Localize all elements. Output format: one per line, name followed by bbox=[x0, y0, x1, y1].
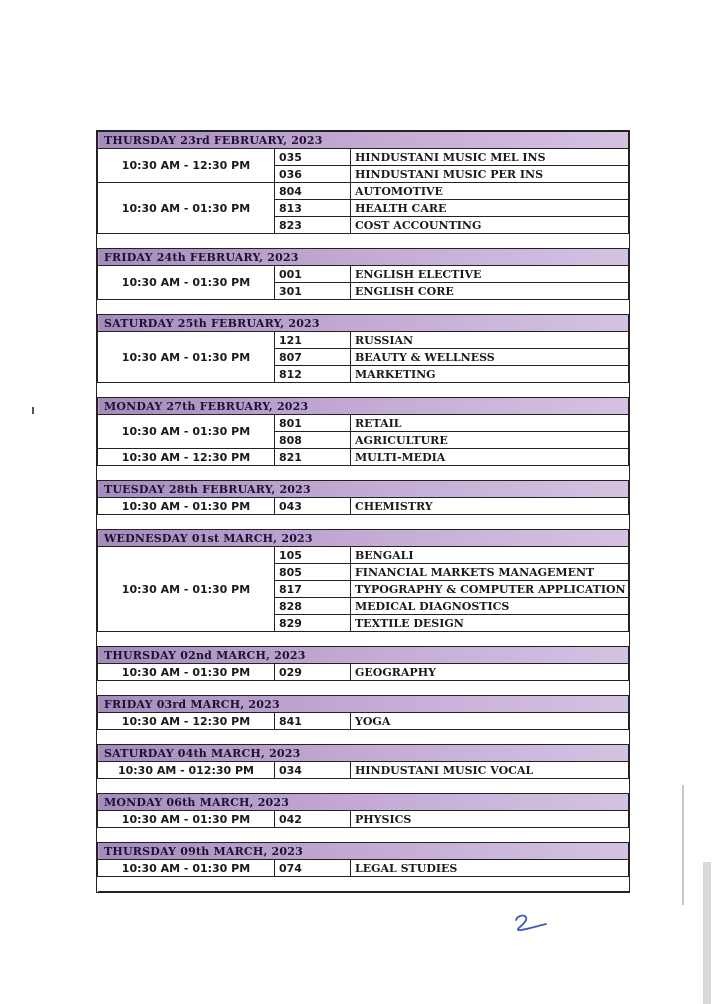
subject-name: TEXTILE DESIGN bbox=[351, 615, 629, 632]
paper-row bbox=[98, 332, 629, 349]
exam-date: SATURDAY 04th MARCH, 2023 bbox=[104, 746, 301, 760]
exam-date: MONDAY 27th FEBRUARY, 2023 bbox=[104, 399, 309, 413]
subject-name: MEDICAL DIAGNOSTICS bbox=[351, 598, 629, 615]
subject-code: 821 bbox=[275, 449, 351, 466]
spacer-row bbox=[98, 877, 629, 892]
subject-code: 841 bbox=[275, 713, 351, 730]
subject-name: HINDUSTANI MUSIC PER INS bbox=[351, 166, 629, 183]
subject-name: TYPOGRAPHY & COMPUTER APPLICATION bbox=[351, 581, 629, 598]
spacer-row bbox=[98, 234, 629, 249]
scan-edge-line bbox=[682, 785, 684, 905]
subject-code: 105 bbox=[275, 547, 351, 564]
exam-time: 10:30 AM - 01:30 PM bbox=[98, 664, 275, 681]
subject-code: 043 bbox=[275, 498, 351, 515]
date-header-row bbox=[98, 315, 629, 332]
exam-date: TUESDAY 28th FEBRUARY, 2023 bbox=[104, 482, 311, 496]
spacer-cell bbox=[98, 466, 629, 481]
exam-time: 10:30 AM - 01:30 PM bbox=[98, 183, 275, 234]
subject-code: 817 bbox=[275, 581, 351, 598]
spacer-cell bbox=[98, 515, 629, 530]
exam-time: 10:30 AM - 01:30 PM bbox=[98, 266, 275, 300]
date-header-row bbox=[98, 481, 629, 498]
exam-date: MONDAY 06th MARCH, 2023 bbox=[104, 795, 290, 809]
exam-time: 10:30 AM - 12:30 PM bbox=[98, 149, 275, 183]
date-header-row bbox=[98, 843, 629, 860]
exam-date: SATURDAY 25th FEBRUARY, 2023 bbox=[104, 316, 320, 330]
date-header-row bbox=[98, 249, 629, 266]
spacer-cell bbox=[98, 681, 629, 696]
exam-time: 10:30 AM - 12:30 PM bbox=[98, 449, 275, 466]
subject-name: ENGLISH CORE bbox=[351, 283, 629, 300]
exam-time: 10:30 AM - 01:30 PM bbox=[98, 811, 275, 828]
subject-code: 804 bbox=[275, 183, 351, 200]
paper-row bbox=[98, 266, 629, 283]
spacer-row bbox=[98, 828, 629, 843]
spacer-row bbox=[98, 730, 629, 745]
paper-row bbox=[98, 498, 629, 515]
paper-row bbox=[98, 860, 629, 877]
subject-name: MARKETING bbox=[351, 366, 629, 383]
date-header-row bbox=[98, 794, 629, 811]
date-header-cell bbox=[98, 794, 629, 811]
spacer-row bbox=[98, 466, 629, 481]
schedule-body bbox=[98, 132, 629, 892]
spacer-cell bbox=[98, 828, 629, 843]
exam-time: 10:30 AM - 01:30 PM bbox=[98, 415, 275, 449]
date-header-cell bbox=[98, 249, 629, 266]
subject-code: 036 bbox=[275, 166, 351, 183]
exam-time: 10:30 AM - 12:30 PM bbox=[98, 713, 275, 730]
date-header-cell bbox=[98, 315, 629, 332]
exam-time: 10:30 AM - 01:30 PM bbox=[98, 332, 275, 383]
subject-name: FINANCIAL MARKETS MANAGEMENT bbox=[351, 564, 629, 581]
date-header-row bbox=[98, 647, 629, 664]
subject-name: ENGLISH ELECTIVE bbox=[351, 266, 629, 283]
spacer-row bbox=[98, 300, 629, 315]
subject-name: GEOGRAPHY bbox=[351, 664, 629, 681]
subject-name: BENGALI bbox=[351, 547, 629, 564]
paper-row bbox=[98, 149, 629, 166]
spacer-cell bbox=[98, 383, 629, 398]
subject-name: AGRICULTURE bbox=[351, 432, 629, 449]
subject-code: 035 bbox=[275, 149, 351, 166]
date-header-row bbox=[98, 696, 629, 713]
subject-name: CHEMISTRY bbox=[351, 498, 629, 515]
spacer-cell bbox=[98, 779, 629, 794]
subject-name: HINDUSTANI MUSIC MEL INS bbox=[351, 149, 629, 166]
subject-code: 805 bbox=[275, 564, 351, 581]
subject-code: 042 bbox=[275, 811, 351, 828]
exam-date: THURSDAY 02nd MARCH, 2023 bbox=[104, 648, 306, 662]
subject-name: AUTOMOTIVE bbox=[351, 183, 629, 200]
exam-time: 10:30 AM - 012:30 PM bbox=[98, 762, 275, 779]
spacer-cell bbox=[98, 730, 629, 745]
date-header-cell bbox=[98, 843, 629, 860]
paper-row bbox=[98, 811, 629, 828]
date-header-row bbox=[98, 398, 629, 415]
spacer-row bbox=[98, 681, 629, 696]
date-header-cell bbox=[98, 132, 629, 149]
subject-code: 121 bbox=[275, 332, 351, 349]
paper-row bbox=[98, 547, 629, 564]
subject-code: 801 bbox=[275, 415, 351, 432]
exam-time: 10:30 AM - 01:30 PM bbox=[98, 547, 275, 632]
subject-code: 829 bbox=[275, 615, 351, 632]
spacer-row bbox=[98, 632, 629, 647]
date-header-cell bbox=[98, 530, 629, 547]
subject-name: PHYSICS bbox=[351, 811, 629, 828]
handwritten-initial bbox=[508, 908, 554, 938]
date-header-cell bbox=[98, 481, 629, 498]
paper-row bbox=[98, 449, 629, 466]
subject-code: 001 bbox=[275, 266, 351, 283]
subject-code: 813 bbox=[275, 200, 351, 217]
exam-date: WEDNESDAY 01st MARCH, 2023 bbox=[104, 531, 313, 545]
exam-date: THURSDAY 23rd FEBRUARY, 2023 bbox=[104, 133, 323, 147]
paper-row bbox=[98, 713, 629, 730]
subject-code: 823 bbox=[275, 217, 351, 234]
subject-name: HINDUSTANI MUSIC VOCAL bbox=[351, 762, 629, 779]
subject-name: YOGA bbox=[351, 713, 629, 730]
date-header-cell bbox=[98, 398, 629, 415]
stray-mark bbox=[32, 407, 34, 414]
paper-row bbox=[98, 183, 629, 200]
exam-date: FRIDAY 24th FEBRUARY, 2023 bbox=[104, 250, 299, 264]
date-header-cell bbox=[98, 647, 629, 664]
spacer-cell bbox=[98, 632, 629, 647]
scan-edge-shadow bbox=[703, 862, 711, 1004]
subject-code: 034 bbox=[275, 762, 351, 779]
subject-code: 808 bbox=[275, 432, 351, 449]
spacer-cell bbox=[98, 877, 629, 892]
subject-name: MULTI-MEDIA bbox=[351, 449, 629, 466]
subject-name: LEGAL STUDIES bbox=[351, 860, 629, 877]
subject-code: 807 bbox=[275, 349, 351, 366]
exam-time: 10:30 AM - 01:30 PM bbox=[98, 860, 275, 877]
subject-code: 301 bbox=[275, 283, 351, 300]
spacer-row bbox=[98, 383, 629, 398]
subject-name: HEALTH CARE bbox=[351, 200, 629, 217]
paper-row bbox=[98, 664, 629, 681]
paper-row bbox=[98, 762, 629, 779]
subject-name: BEAUTY & WELLNESS bbox=[351, 349, 629, 366]
subject-name: RUSSIAN bbox=[351, 332, 629, 349]
subject-code: 029 bbox=[275, 664, 351, 681]
exam-date: FRIDAY 03rd MARCH, 2023 bbox=[104, 697, 280, 711]
spacer-cell bbox=[98, 300, 629, 315]
subject-code: 828 bbox=[275, 598, 351, 615]
date-header-row bbox=[98, 132, 629, 149]
subject-code: 074 bbox=[275, 860, 351, 877]
schedule-table bbox=[97, 131, 629, 892]
spacer-row bbox=[98, 515, 629, 530]
date-header-cell bbox=[98, 745, 629, 762]
subject-name: COST ACCOUNTING bbox=[351, 217, 629, 234]
subject-name: RETAIL bbox=[351, 415, 629, 432]
spacer-row bbox=[98, 779, 629, 794]
exam-date: THURSDAY 09th MARCH, 2023 bbox=[104, 844, 303, 858]
date-header-cell bbox=[98, 696, 629, 713]
exam-time: 10:30 AM - 01:30 PM bbox=[98, 498, 275, 515]
date-sheet-table bbox=[96, 130, 630, 893]
spacer-cell bbox=[98, 234, 629, 249]
date-header-row bbox=[98, 530, 629, 547]
date-header-row bbox=[98, 745, 629, 762]
subject-code: 812 bbox=[275, 366, 351, 383]
paper-row bbox=[98, 415, 629, 432]
